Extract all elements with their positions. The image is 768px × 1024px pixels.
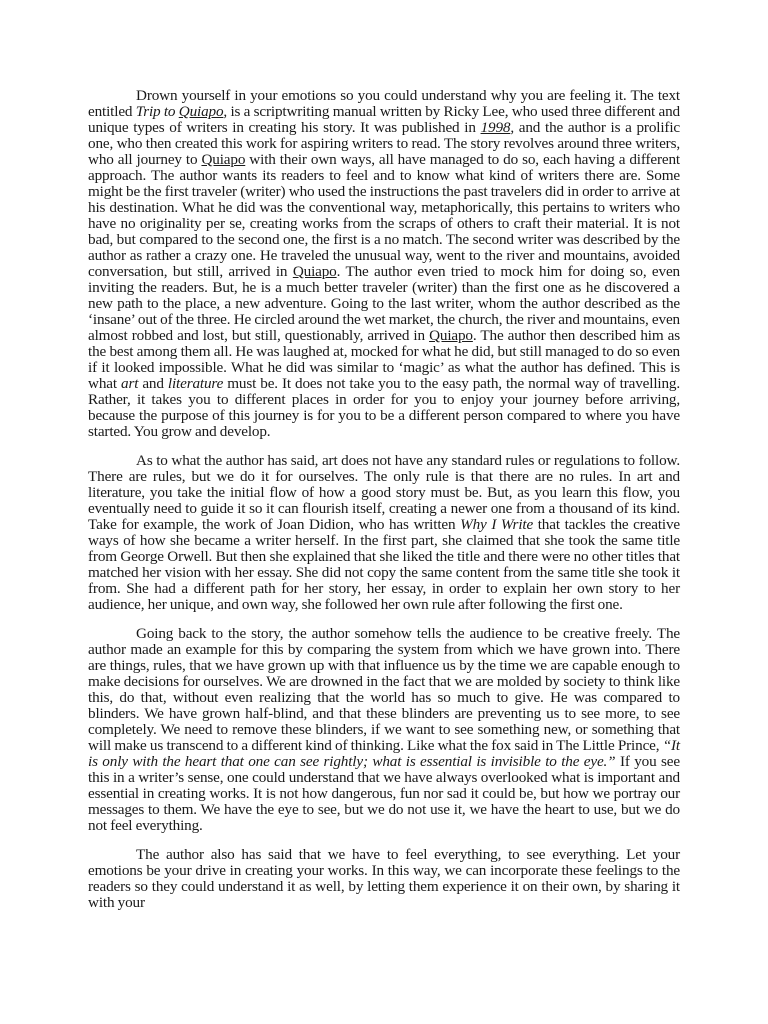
text-run: and [138, 375, 168, 392]
text-run: If you see this in a writer’s sense, one could understand that we have always overlooked what is important and essential in creating works. It is not how dangerous, fun nor sad it could be, but how we portray our messages to them. We have the eye to see, but we do not use it, we have the heart to use, but we do not feel everything. [88, 753, 680, 834]
text-run: “It is only with the heart that one can see rightly; what is essential is invisible to the eye.” [88, 737, 680, 770]
text-run: , is a scriptwriting manual written by Ricky Lee, who used three different and unique types of writers in creating his story. It was published in [88, 103, 680, 136]
paragraph-2 [88, 453, 680, 613]
text-run: Quiapo [292, 263, 337, 280]
text-run: with their own ways, all have managed to do so, each having a different approach. The author wants its readers to feel and to know what kind of writers there are. Some might be the first traveler (writer) who used the instructions the past travelers did in order to arrive at his destination. What he did was the conventional way, metaphorically, this pertains to writers who have no originality per se, creating works from the scraps of others to craft their material. It is not bad, but compared to the second one, the first is a no match. The second writer was described by the author as rather a crazy one. He traveled the unusual way, went to the river and mountains, avoided conversation, but still, arrived in [88, 151, 680, 280]
paragraph-4 [88, 846, 680, 911]
text-run: The author also has said that we have to feel everything, to see everything. Let your emotions be your drive in creating your works. In this way, we can incorporate these feelings to the readers so they could understand it as well, by letting them experience it on their own, by sharing it with your [88, 846, 680, 911]
text-run: Quiapo [201, 151, 246, 168]
text-run: . The author even tried to mock him for doing so, even inviting the readers. But, he is a much better traveler (writer) than the first one as he discovered a new path to the place, a new adventure. Going to the last writer, whom the author described as the ‘insane’ out of the three. He circled around the wet market, the church, the river and mountains, even almost robbed and lost, but still, questionably, arrived in [88, 263, 681, 344]
text-run: Going back to the story, the author somehow tells the audience to be creative freely. The author made an example for this by comparing the system from which we have grown into. There are things, rules, that we have grown up with that influence us by the time we are capable enough to make decisions for ourselves. We are drowned in the fact that we are molded by society to think like this, do that, without even realizing that the world has so much to give. He was compared to blinders. We have grown half-blind, and that these blinders are preventing us to see more, to see completely. We need to remove these blinders, if we want to see something new, or something that will make us transcend to a different kind of thinking. Like what the fox said in The Little Prince, [88, 625, 680, 754]
paragraph-3 [88, 626, 680, 834]
text-run: art [121, 375, 139, 392]
text-run: Drown yourself in your emotions so you could understand why you are feeling it. The text entitled [88, 87, 680, 120]
text-run: 1998 [480, 119, 511, 136]
text-run: Quiapo [178, 103, 224, 120]
paragraph-1 [88, 88, 680, 440]
text-run: , and the author is a prolific one, who then created this work for aspiring writers to read. The story revolves around three writers, who all journey to [88, 119, 680, 168]
text-run: . The author then described him as the best among them all. He was laughed at, mocked for what he did, but still managed to do so even if it looked impossible. What he did was similar to ‘magic’ as what the author has defined. This is what [88, 327, 680, 392]
text-run: that tackles the creative ways of how she became a writer herself. In the first part, she claimed that she took the same title from George Orwell. But then she explained that she liked the title and there were no other titles that matched her vision with her essay. She did not copy the same content from the same title she took it from. She had a different path for her story, her essay, in order to explain her own story to her audience, her unique, and own way, she followed her own rule after following the first one. [88, 516, 681, 613]
text-run: Trip to [135, 103, 179, 120]
text-run: As to what the author has said, art does not have any standard rules or regulations to follow. There are rules, but we do it for ourselves. The only rule is that there are no rules. In art and literature, you take the initial flow of how a good story must be. But, as you learn this flow, you eventually need to guide it so it can flourish itself, creating a newer one from a thousand of its kind. Take for example, the work of Joan Didion, who has written [88, 452, 680, 533]
text-run: Quiapo [429, 327, 473, 344]
text-run: literature [167, 375, 224, 392]
document-page [88, 87, 681, 911]
text-run: Why I Write [460, 516, 534, 533]
text-run: must be. It does not take you to the easy path, the normal way of travelling. Rather, it takes you to different places in order for you to enjoy your journey before arriving, because the purpose of this journey is for you to be a different person compared to where you have started. You grow and develop. [88, 375, 680, 440]
